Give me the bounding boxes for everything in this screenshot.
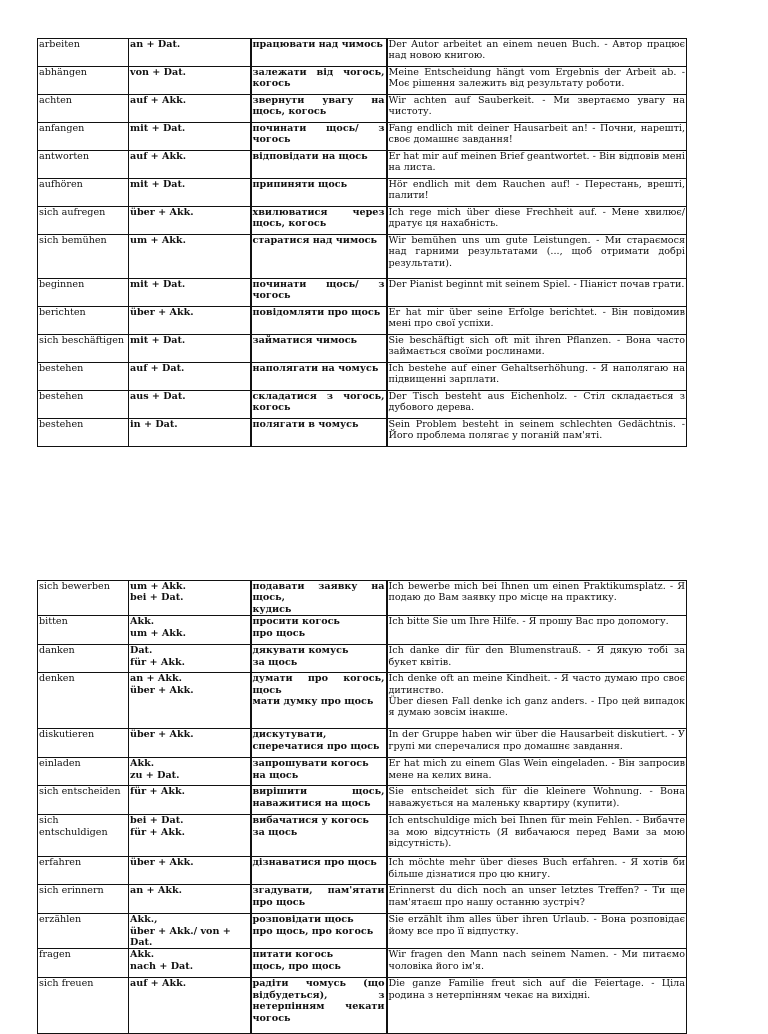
verb-text: sich entscheiden xyxy=(39,786,121,798)
example-cell xyxy=(387,151,687,179)
translation-text: про щось xyxy=(252,627,306,639)
verb-cell xyxy=(38,391,129,419)
verb-text: sich entschuldigen xyxy=(39,815,108,838)
verb-text: bitten xyxy=(39,616,68,628)
table-row xyxy=(38,758,687,786)
verb-text: arbeiten xyxy=(39,39,80,50)
example-text: Ich danke dir für den Blumenstrauß. - Я дякую тобі за букет квітів. xyxy=(388,645,685,668)
preposition-text: bei + Dat. xyxy=(130,815,184,827)
translation-cell xyxy=(251,616,387,645)
verb-cell xyxy=(38,235,129,279)
preposition-cell xyxy=(129,645,251,673)
translation-text: вибачатися у когось xyxy=(252,815,369,827)
table-row xyxy=(38,645,687,673)
example-text: Er hat mir über seine Erfolge berichtet. - Він повідомив мені про свої успіхи. xyxy=(388,307,685,330)
preposition-text: über + Akk. xyxy=(130,207,194,218)
table-row xyxy=(38,786,687,815)
verb-cell xyxy=(38,307,129,335)
example-text: Ich rege mich über diese Frechheit auf. - Мене хвилює/ дратує ця нахабність. xyxy=(388,207,685,230)
example-text: Wir bemühen uns um gute Leistungen. - Ми стараємося над гарними результатами (..., щоб отримати добрі результати). xyxy=(388,235,685,269)
verb-cell xyxy=(38,645,129,673)
table-row xyxy=(38,419,687,447)
preposition-text: Akk., xyxy=(130,914,158,926)
preposition-cell xyxy=(129,673,251,729)
example-text: In der Gruppe haben wir über die Hausarbeit diskutiert. - У групі ми сперечалися про домашнє завдання. xyxy=(388,729,685,752)
table-row xyxy=(38,581,687,616)
translation-cell xyxy=(251,39,387,67)
translation-text: розповідати щось xyxy=(252,914,354,926)
preposition-text: nach + Dat. xyxy=(130,960,194,972)
verb-text: bestehen xyxy=(39,419,84,430)
verb-cell xyxy=(38,95,129,123)
preposition-cell xyxy=(129,307,251,335)
verb-cell xyxy=(38,885,129,914)
translation-text: згадувати, пам'ятати про щось xyxy=(252,885,385,908)
example-text: Ich bitte Sie um Ihre Hilfe. - Я прошу Вас про допомогу. xyxy=(388,616,669,628)
verb-cell xyxy=(38,581,129,616)
verb-text: antworten xyxy=(39,151,90,162)
example-cell xyxy=(387,39,687,67)
table-row xyxy=(38,391,687,419)
example-cell xyxy=(387,419,687,447)
verb-cell xyxy=(38,616,129,645)
example-cell xyxy=(387,123,687,151)
verb-text: abhängen xyxy=(39,67,87,78)
table-row xyxy=(38,673,687,729)
preposition-cell xyxy=(129,279,251,307)
table-row xyxy=(38,179,687,207)
table-row xyxy=(38,914,687,949)
translation-cell xyxy=(251,123,387,151)
translation-text: старатися над чимось xyxy=(252,235,377,246)
verb-text: achten xyxy=(39,95,72,106)
preposition-text: mit + Dat. xyxy=(130,335,186,346)
translation-text: працювати над чимось xyxy=(252,39,383,50)
translation-cell xyxy=(251,279,387,307)
example-cell xyxy=(387,673,687,729)
verb-text: sich erinnern xyxy=(39,885,104,897)
example-cell xyxy=(387,729,687,758)
translation-cell xyxy=(251,815,387,857)
preposition-cell xyxy=(129,363,251,391)
table-row xyxy=(38,95,687,123)
example-text: Sie entscheidet sich für die kleinere Wohnung. - Вона наважується на маленьку квартиру (купити). xyxy=(388,786,685,809)
example-text: Fang endlich mit deiner Hausarbeit an! - Почни, нарешті, своє домашнє завдання! xyxy=(388,123,685,146)
verb-text: beginnen xyxy=(39,279,85,290)
verb-cell xyxy=(38,786,129,815)
preposition-text: um + Akk. xyxy=(130,581,186,592)
preposition-cell xyxy=(129,419,251,447)
example-cell xyxy=(387,335,687,363)
preposition-cell xyxy=(129,616,251,645)
example-cell xyxy=(387,581,687,616)
example-cell xyxy=(387,363,687,391)
verb-cell xyxy=(38,335,129,363)
verb-table-2-body xyxy=(38,581,687,1034)
translation-cell xyxy=(251,949,387,978)
translation-text: починати щось/ з чогось xyxy=(252,123,385,146)
example-cell xyxy=(387,815,687,857)
example-cell xyxy=(387,235,687,279)
translation-cell xyxy=(251,914,387,949)
preposition-text: über + Akk. xyxy=(130,857,194,869)
example-text: Ich entschuldige mich bei Ihnen für mein Fehlen. - Вибачте за мою відсутність (Я вибачаюся перед Вами за мою відсутність). xyxy=(388,815,685,850)
example-cell xyxy=(387,786,687,815)
translation-text: просити когось xyxy=(252,616,340,628)
preposition-cell xyxy=(129,885,251,914)
example-cell xyxy=(387,885,687,914)
verb-cell xyxy=(38,207,129,235)
verb-text: sich freuen xyxy=(39,978,94,990)
verb-text: fragen xyxy=(39,949,71,961)
preposition-text: um + Akk. xyxy=(130,627,186,639)
example-text: Sie erzählt ihm alles über ihren Urlaub. - Вона розповідає йому все про її відпустку. xyxy=(388,914,685,937)
table-row xyxy=(38,885,687,914)
verb-text: anfangen xyxy=(39,123,85,134)
verb-cell xyxy=(38,729,129,758)
preposition-cell xyxy=(129,391,251,419)
preposition-text: über + Akk. xyxy=(130,307,194,318)
preposition-text: mit + Dat. xyxy=(130,179,186,190)
example-text: Ich möchte mehr über dieses Buch erfahren. - Я хотів би більше дізнатися про цю книгу. xyxy=(388,857,685,880)
translation-text: припиняти щось xyxy=(252,179,348,190)
table-row xyxy=(38,307,687,335)
translation-cell xyxy=(251,857,387,885)
preposition-text: Akk. xyxy=(130,616,155,628)
translation-text: на щось xyxy=(252,769,299,781)
verb-text: danken xyxy=(39,645,75,657)
example-text: Meine Entscheidung hängt vom Ergebnis der Arbeit ab. - Моє рішення залежить від результату роботи. xyxy=(388,67,685,90)
translation-text: мати думку про щось xyxy=(252,696,374,708)
example-cell xyxy=(387,307,687,335)
example-text: Sein Problem besteht in seinem schlechten Gedächtnis. - Його проблема полягає у поганій пам'яті. xyxy=(388,419,685,442)
verb-cell xyxy=(38,815,129,857)
verb-text: bestehen xyxy=(39,391,84,402)
translation-cell xyxy=(251,978,387,1034)
preposition-text: über + Akk. xyxy=(130,684,194,696)
table-row xyxy=(38,235,687,279)
translation-cell xyxy=(251,95,387,123)
verb-cell xyxy=(38,673,129,729)
translation-cell xyxy=(251,235,387,279)
preposition-text: Dat. xyxy=(130,645,153,657)
preposition-text: an + Akk. xyxy=(130,673,182,685)
preposition-text: für + Akk. xyxy=(130,786,185,798)
preposition-text: an + Akk. xyxy=(130,885,182,897)
table-row xyxy=(38,39,687,67)
example-text: Der Pianist beginnt mit seinem Spiel. - Піаніст почав грати. xyxy=(388,279,685,290)
verb-text: erzählen xyxy=(39,914,82,926)
translation-text: вирішити щось, наважитися на щось xyxy=(252,786,385,809)
table-row xyxy=(38,207,687,235)
preposition-cell xyxy=(129,581,251,616)
verb-table-1 xyxy=(37,38,687,447)
preposition-cell xyxy=(129,123,251,151)
example-cell xyxy=(387,645,687,673)
preposition-cell xyxy=(129,914,251,949)
translation-cell xyxy=(251,335,387,363)
example-cell xyxy=(387,391,687,419)
translation-cell xyxy=(251,885,387,914)
table-row xyxy=(38,67,687,95)
table-row xyxy=(38,279,687,307)
example-text: Hör endlich mit dem Rauchen auf! - Перестань, врешті, палити! xyxy=(388,179,685,202)
example-cell xyxy=(387,67,687,95)
translation-text: відповідати на щось xyxy=(252,151,368,162)
preposition-text: um + Akk. xyxy=(130,235,186,246)
preposition-cell xyxy=(129,949,251,978)
preposition-text: an + Dat. xyxy=(130,39,181,50)
preposition-cell xyxy=(129,815,251,857)
translation-text: подавати заявку на щось, xyxy=(252,581,385,604)
example-cell xyxy=(387,616,687,645)
example-cell xyxy=(387,949,687,978)
preposition-text: auf + Dat. xyxy=(130,363,185,374)
preposition-text: zu + Dat. xyxy=(130,769,180,781)
translation-text: дискутувати, сперечатися про щось xyxy=(252,729,380,752)
verb-text: diskutieren xyxy=(39,729,95,741)
verb-text: denken xyxy=(39,673,75,685)
translation-text: звернути увагу на щось, когось xyxy=(252,95,385,118)
table-row xyxy=(38,815,687,857)
preposition-text: für + Akk. xyxy=(130,656,185,668)
preposition-text: aus + Dat. xyxy=(130,391,186,402)
preposition-text: für + Akk. xyxy=(130,826,185,838)
translation-cell xyxy=(251,645,387,673)
example-text: Er hat mich zu einem Glas Wein eingeladen. - Він запросив мене на келих вина. xyxy=(388,758,685,781)
example-text: Der Autor arbeitet an einem neuen Buch. - Автор працює над новою книгою. xyxy=(388,39,685,62)
preposition-text: bei + Dat. xyxy=(130,592,184,604)
translation-cell xyxy=(251,179,387,207)
verb-text: sich bemühen xyxy=(39,235,107,246)
preposition-text: über + Akk./ von + Dat. xyxy=(130,925,231,949)
preposition-cell xyxy=(129,39,251,67)
translation-text: дізнаватися про щось xyxy=(252,857,377,869)
translation-cell xyxy=(251,207,387,235)
example-cell xyxy=(387,207,687,235)
translation-cell xyxy=(251,67,387,95)
preposition-text: auf + Akk. xyxy=(130,978,187,990)
example-cell xyxy=(387,914,687,949)
verb-text: sich beschäftigen xyxy=(39,335,125,346)
example-text: Sie beschäftigt sich oft mit ihren Pflanzen. - Вона часто займається своїми рослинами. xyxy=(388,335,685,358)
translation-text: про щось, про когось xyxy=(252,925,374,937)
preposition-cell xyxy=(129,335,251,363)
table-row xyxy=(38,123,687,151)
translation-text: повідомляти про щось xyxy=(252,307,381,318)
table-row xyxy=(38,857,687,885)
example-text: Erinnerst du dich noch an unser letztes Treffen? - Ти ще пам'ятаєш про нашу останню зустріч? xyxy=(388,885,685,908)
table-row xyxy=(38,978,687,1034)
translation-text: хвилюватися через щось, когось xyxy=(252,207,385,230)
translation-text: за щось xyxy=(252,826,298,838)
preposition-text: in + Dat. xyxy=(130,419,178,430)
translation-cell xyxy=(251,758,387,786)
table-row xyxy=(38,151,687,179)
preposition-cell xyxy=(129,235,251,279)
translation-text: полягати в чомусь xyxy=(252,419,359,430)
example-text: Wir fragen den Mann nach seinem Namen. - Ми питаємо чоловіка його ім'я. xyxy=(388,949,685,972)
verb-table-2 xyxy=(37,580,687,1034)
example-cell xyxy=(387,279,687,307)
preposition-text: Akk. xyxy=(130,949,155,961)
example-cell xyxy=(387,179,687,207)
translation-cell xyxy=(251,729,387,758)
verb-cell xyxy=(38,179,129,207)
translation-text: починати щось/ з чогось xyxy=(252,279,385,302)
translation-cell xyxy=(251,307,387,335)
translation-cell xyxy=(251,363,387,391)
translation-text: запрошувати когось xyxy=(252,758,369,770)
translation-text: питати когось xyxy=(252,949,334,961)
example-cell xyxy=(387,758,687,786)
translation-cell xyxy=(251,581,387,616)
translation-text: займатися чимось xyxy=(252,335,358,346)
verb-text: sich bewerben xyxy=(39,581,110,592)
preposition-cell xyxy=(129,95,251,123)
verb-cell xyxy=(38,123,129,151)
verb-cell xyxy=(38,363,129,391)
preposition-text: mit + Dat. xyxy=(130,123,186,134)
preposition-cell xyxy=(129,978,251,1034)
example-text: Er hat mir auf meinen Brief geantwortet. - Він відповів мені на листа. xyxy=(388,151,685,174)
translation-text: дякувати комусь xyxy=(252,645,349,657)
verb-cell xyxy=(38,39,129,67)
verb-cell xyxy=(38,978,129,1034)
preposition-cell xyxy=(129,729,251,758)
verb-text: sich aufregen xyxy=(39,207,106,218)
translation-cell xyxy=(251,419,387,447)
preposition-cell xyxy=(129,67,251,95)
verb-text: aufhören xyxy=(39,179,83,190)
example-text: Die ganze Familie freut sich auf die Feiertage. - Ціла родина з нетерпінням чекає на вихідні. xyxy=(388,978,685,1001)
verb-cell xyxy=(38,151,129,179)
translation-cell xyxy=(251,673,387,729)
translation-text: щось, про щось xyxy=(252,960,341,972)
table-row xyxy=(38,949,687,978)
verb-cell xyxy=(38,949,129,978)
preposition-text: über + Akk. xyxy=(130,729,194,741)
verb-cell xyxy=(38,419,129,447)
verb-text: bestehen xyxy=(39,363,84,374)
example-text: Ich bestehe auf einer Gehaltserhöhung. - Я наполягаю на підвищенні зарплати. xyxy=(388,363,685,386)
verb-cell xyxy=(38,279,129,307)
example-text: Ich bewerbe mich bei Ihnen um einen Praktikumsplatz. - Я подаю до Вам заявку про місце на практику. xyxy=(388,581,685,604)
preposition-text: auf + Akk. xyxy=(130,95,187,106)
verb-cell xyxy=(38,857,129,885)
example-text: Ich denke oft an meine Kindheit. - Я часто думаю про своє дитинство. Über diesen Fall denke ich ganz anders. - Про цей випадок я думаю зовсім інакше. xyxy=(388,673,685,719)
preposition-text: von + Dat. xyxy=(130,67,186,78)
preposition-cell xyxy=(129,179,251,207)
example-cell xyxy=(387,978,687,1034)
translation-text: кудись xyxy=(252,603,292,615)
verb-cell xyxy=(38,914,129,949)
example-cell xyxy=(387,857,687,885)
translation-cell xyxy=(251,391,387,419)
translation-text: радіти чомусь (що відбудеться), з нетерпінням чекати чогось xyxy=(252,978,385,1024)
table-row xyxy=(38,729,687,758)
table-row xyxy=(38,363,687,391)
translation-text: залежати від чогось, когось xyxy=(252,67,385,90)
preposition-text: Akk. xyxy=(130,758,155,770)
verb-text: erfahren xyxy=(39,857,82,869)
translation-cell xyxy=(251,786,387,815)
example-text: Wir achten auf Sauberkeit. - Ми звертаємо увагу на чистоту. xyxy=(388,95,685,118)
preposition-cell xyxy=(129,857,251,885)
table-row xyxy=(38,335,687,363)
verb-table-1-body xyxy=(38,39,687,447)
table-row xyxy=(38,616,687,645)
preposition-cell xyxy=(129,786,251,815)
preposition-cell xyxy=(129,151,251,179)
preposition-cell xyxy=(129,758,251,786)
preposition-cell xyxy=(129,207,251,235)
preposition-text: mit + Dat. xyxy=(130,279,186,290)
example-text: Der Tisch besteht aus Eichenholz. - Стіл складається з дубового дерева. xyxy=(388,391,685,414)
verb-text: berichten xyxy=(39,307,86,318)
translation-cell xyxy=(251,151,387,179)
preposition-text: auf + Akk. xyxy=(130,151,187,162)
translation-text: думати про когось, щось xyxy=(252,673,385,696)
example-cell xyxy=(387,95,687,123)
translation-text: наполягати на чомусь xyxy=(252,363,379,374)
verb-cell xyxy=(38,67,129,95)
verb-text: einladen xyxy=(39,758,81,770)
verb-cell xyxy=(38,758,129,786)
translation-text: за щось xyxy=(252,656,298,668)
translation-text: складатися з чогось, когось xyxy=(252,391,385,414)
